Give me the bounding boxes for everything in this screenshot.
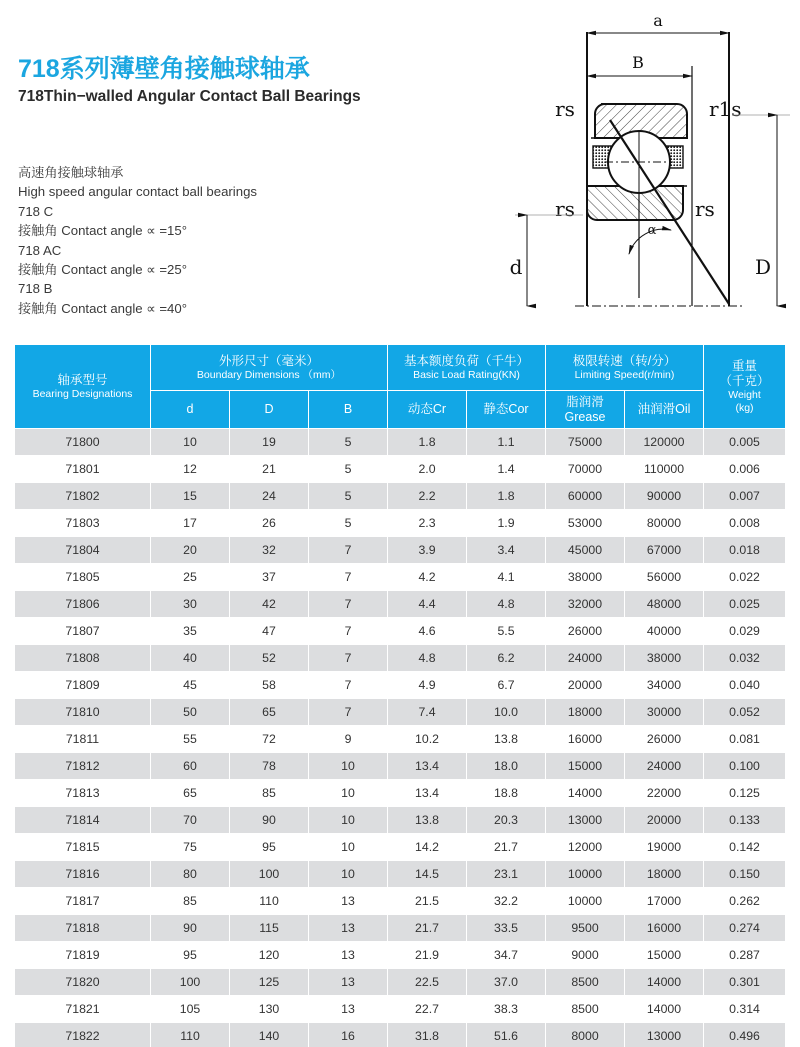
cell-d: 60 [151, 753, 230, 780]
cell-cor: 18.0 [467, 753, 546, 780]
cell-B: 10 [309, 807, 388, 834]
bearing-cross-section-drawing [505, 8, 797, 320]
cell-cr: 4.8 [388, 645, 467, 672]
table-row [15, 996, 786, 1023]
cell-cr: 4.4 [388, 591, 467, 618]
cell-oil: 56000 [625, 564, 704, 591]
cell-B: 13 [309, 996, 388, 1023]
table-header-row-group [15, 345, 786, 391]
cell-weight: 0.006 [704, 456, 786, 483]
cell-weight: 0.052 [704, 699, 786, 726]
cell-D: 21 [230, 456, 309, 483]
cell-D: 42 [230, 591, 309, 618]
col-header-grease: 脂润滑Grease [546, 391, 625, 429]
bearing-drawing-svg [505, 8, 797, 320]
cell-designation: 71816 [15, 861, 151, 888]
table-row [15, 1023, 786, 1047]
radius-label-rs-top-left: rs [555, 97, 575, 121]
cell-d: 55 [151, 726, 230, 753]
col-group-boundary-dimensions-en: Boundary Dimensions （mm） [196, 368, 342, 381]
cell-B: 7 [309, 618, 388, 645]
cell-cr: 2.3 [388, 510, 467, 537]
radius-label-r1s-top-right: r1s [709, 97, 742, 121]
cell-B: 13 [309, 969, 388, 996]
cell-B: 5 [309, 483, 388, 510]
cell-designation: 71810 [15, 699, 151, 726]
bearing-specification-table [14, 344, 786, 1047]
cell-B: 7 [309, 645, 388, 672]
cell-d: 100 [151, 969, 230, 996]
col-header-weight-en1: Weight [728, 388, 761, 401]
table-row [15, 942, 786, 969]
cell-cr: 3.9 [388, 537, 467, 564]
cell-d: 35 [151, 618, 230, 645]
cell-B: 10 [309, 861, 388, 888]
cell-designation: 71822 [15, 1023, 151, 1047]
cell-D: 85 [230, 780, 309, 807]
cell-cor: 3.4 [467, 537, 546, 564]
cell-B: 5 [309, 456, 388, 483]
cell-designation: 71815 [15, 834, 151, 861]
cell-d: 50 [151, 699, 230, 726]
cell-oil: 120000 [625, 429, 704, 456]
cell-D: 90 [230, 807, 309, 834]
cell-weight: 0.008 [704, 510, 786, 537]
cell-weight: 0.142 [704, 834, 786, 861]
cell-designation: 71805 [15, 564, 151, 591]
cell-d: 65 [151, 780, 230, 807]
radius-label-rs-bottom-left: rs [555, 197, 575, 221]
cell-cr: 7.4 [388, 699, 467, 726]
cell-cr: 13.8 [388, 807, 467, 834]
cell-weight: 0.025 [704, 591, 786, 618]
table-row [15, 807, 786, 834]
cell-cr: 13.4 [388, 753, 467, 780]
cell-designation: 71818 [15, 915, 151, 942]
cell-grease: 24000 [546, 645, 625, 672]
cell-oil: 13000 [625, 1023, 704, 1047]
cell-d: 110 [151, 1023, 230, 1047]
table-body [15, 429, 786, 1047]
cell-grease: 8500 [546, 969, 625, 996]
cell-grease: 8500 [546, 996, 625, 1023]
cell-cr: 4.9 [388, 672, 467, 699]
cell-designation: 71811 [15, 726, 151, 753]
col-header-weight-cn1: 重量 [731, 358, 757, 373]
cell-weight: 0.029 [704, 618, 786, 645]
spec-line-4: 718 AC [18, 242, 62, 258]
col-group-basic-load-rating [388, 345, 546, 391]
cell-grease: 32000 [546, 591, 625, 618]
spec-line-0: 高速角接触球轴承 [18, 165, 124, 180]
cell-weight: 0.032 [704, 645, 786, 672]
table-row [15, 456, 786, 483]
cell-d: 95 [151, 942, 230, 969]
cell-cor: 4.1 [467, 564, 546, 591]
cell-B: 16 [309, 1023, 388, 1047]
cell-B: 13 [309, 888, 388, 915]
cell-designation: 71813 [15, 780, 151, 807]
cell-grease: 53000 [546, 510, 625, 537]
cell-designation: 71804 [15, 537, 151, 564]
cell-cor: 10.0 [467, 699, 546, 726]
cell-B: 7 [309, 672, 388, 699]
cell-d: 17 [151, 510, 230, 537]
page-title [18, 54, 488, 106]
cell-designation: 71817 [15, 888, 151, 915]
cell-weight: 0.040 [704, 672, 786, 699]
cell-designation: 71814 [15, 807, 151, 834]
cell-grease: 8000 [546, 1023, 625, 1047]
cell-weight: 0.150 [704, 861, 786, 888]
cell-cor: 1.1 [467, 429, 546, 456]
cell-oil: 18000 [625, 861, 704, 888]
cell-D: 72 [230, 726, 309, 753]
cell-grease: 60000 [546, 483, 625, 510]
cell-designation: 71802 [15, 483, 151, 510]
spec-line-7: 接触角 Contact angle ∝ =40° [18, 300, 187, 316]
table-row [15, 672, 786, 699]
col-header-weight-cn2: （千克） [719, 373, 770, 388]
cell-oil: 16000 [625, 915, 704, 942]
cell-d: 75 [151, 834, 230, 861]
cell-oil: 80000 [625, 510, 704, 537]
page-title-cn: 718系列薄壁角接触球轴承 [18, 55, 310, 83]
cell-cor: 32.2 [467, 888, 546, 915]
col-group-boundary-dimensions [151, 345, 388, 391]
col-header-bearing-designations-en: Bearing Designations [32, 387, 133, 400]
table-row [15, 510, 786, 537]
col-group-basic-load-rating-cn: 基本额度负荷（千牛） [403, 353, 529, 368]
cell-oil: 24000 [625, 753, 704, 780]
cell-d: 80 [151, 861, 230, 888]
table-row [15, 861, 786, 888]
cell-designation: 71819 [15, 942, 151, 969]
dimension-label-D: D [754, 255, 772, 279]
cell-d: 45 [151, 672, 230, 699]
cell-cr: 14.5 [388, 861, 467, 888]
cell-grease: 38000 [546, 564, 625, 591]
cell-designation: 71803 [15, 510, 151, 537]
cell-weight: 0.262 [704, 888, 786, 915]
cell-oil: 48000 [625, 591, 704, 618]
cell-cr: 22.7 [388, 996, 467, 1023]
spec-line-3: 接触角 Contact angle ∝ =15° [18, 223, 187, 239]
cell-oil: 14000 [625, 996, 704, 1023]
cell-D: 110 [230, 888, 309, 915]
cell-weight: 0.133 [704, 807, 786, 834]
cell-weight: 0.301 [704, 969, 786, 996]
cell-B: 13 [309, 942, 388, 969]
cell-oil: 20000 [625, 807, 704, 834]
cell-B: 7 [309, 591, 388, 618]
cell-grease: 75000 [546, 429, 625, 456]
cell-D: 65 [230, 699, 309, 726]
table-row [15, 618, 786, 645]
table-row [15, 429, 786, 456]
cell-oil: 17000 [625, 888, 704, 915]
cell-d: 70 [151, 807, 230, 834]
cell-grease: 20000 [546, 672, 625, 699]
cell-cr: 4.6 [388, 618, 467, 645]
cell-d: 105 [151, 996, 230, 1023]
cell-oil: 67000 [625, 537, 704, 564]
cell-B: 13 [309, 915, 388, 942]
cell-B: 5 [309, 510, 388, 537]
bearing-specification-table-wrap [14, 344, 786, 1047]
cell-D: 37 [230, 564, 309, 591]
table-row [15, 591, 786, 618]
cell-cr: 4.2 [388, 564, 467, 591]
cell-oil: 40000 [625, 618, 704, 645]
cell-weight: 0.125 [704, 780, 786, 807]
cell-D: 26 [230, 510, 309, 537]
cell-D: 130 [230, 996, 309, 1023]
contact-angle-label: α [647, 223, 657, 238]
cell-cor: 33.5 [467, 915, 546, 942]
col-group-basic-load-rating-en: Basic Load Rating(KN) [413, 368, 520, 381]
cell-weight: 0.018 [704, 537, 786, 564]
specification-list [18, 163, 257, 318]
cell-cr: 14.2 [388, 834, 467, 861]
cell-designation: 71800 [15, 429, 151, 456]
cell-weight: 0.496 [704, 1023, 786, 1047]
cell-cor: 13.8 [467, 726, 546, 753]
cell-cor: 1.9 [467, 510, 546, 537]
cell-B: 5 [309, 429, 388, 456]
cell-oil: 38000 [625, 645, 704, 672]
cell-d: 85 [151, 888, 230, 915]
cell-cr: 2.2 [388, 483, 467, 510]
cell-weight: 0.081 [704, 726, 786, 753]
cell-D: 95 [230, 834, 309, 861]
cell-oil: 22000 [625, 780, 704, 807]
cell-oil: 14000 [625, 969, 704, 996]
cell-oil: 19000 [625, 834, 704, 861]
cell-grease: 9500 [546, 915, 625, 942]
cell-cr: 21.5 [388, 888, 467, 915]
cell-D: 47 [230, 618, 309, 645]
cell-weight: 0.287 [704, 942, 786, 969]
cell-designation: 71806 [15, 591, 151, 618]
cell-cr: 10.2 [388, 726, 467, 753]
cell-oil: 26000 [625, 726, 704, 753]
col-header-weight-en2: (kg) [735, 401, 754, 414]
cell-cr: 21.7 [388, 915, 467, 942]
cell-designation: 71801 [15, 456, 151, 483]
cell-oil: 110000 [625, 456, 704, 483]
cell-weight: 0.022 [704, 564, 786, 591]
cell-weight: 0.005 [704, 429, 786, 456]
cell-cr: 31.8 [388, 1023, 467, 1047]
cell-designation: 71820 [15, 969, 151, 996]
cell-grease: 15000 [546, 753, 625, 780]
cell-d: 20 [151, 537, 230, 564]
cell-designation: 71807 [15, 618, 151, 645]
cell-weight: 0.274 [704, 915, 786, 942]
spec-line-1: High speed angular contact ball bearings [18, 184, 257, 200]
cell-weight: 0.314 [704, 996, 786, 1023]
radius-label-rs-bottom-right: rs [695, 197, 715, 221]
table-row [15, 753, 786, 780]
col-header-bearing-designations-cn: 轴承型号 [57, 372, 108, 387]
cell-grease: 14000 [546, 780, 625, 807]
cell-grease: 18000 [546, 699, 625, 726]
cell-D: 78 [230, 753, 309, 780]
cell-cor: 51.6 [467, 1023, 546, 1047]
cell-cor: 18.8 [467, 780, 546, 807]
cell-D: 115 [230, 915, 309, 942]
cell-d: 10 [151, 429, 230, 456]
cell-cor: 1.4 [467, 456, 546, 483]
cell-D: 100 [230, 861, 309, 888]
cell-grease: 70000 [546, 456, 625, 483]
col-header-d: d [151, 391, 230, 429]
cell-designation: 71812 [15, 753, 151, 780]
cell-grease: 10000 [546, 861, 625, 888]
table-row [15, 915, 786, 942]
cell-oil: 90000 [625, 483, 704, 510]
table-row [15, 645, 786, 672]
cell-grease: 13000 [546, 807, 625, 834]
col-group-boundary-dimensions-cn: 外形尺寸（毫米） [218, 353, 319, 368]
cell-cor: 38.3 [467, 996, 546, 1023]
cell-B: 10 [309, 753, 388, 780]
cell-B: 7 [309, 699, 388, 726]
cell-D: 140 [230, 1023, 309, 1047]
spec-line-5: 接触角 Contact angle ∝ =25° [18, 262, 187, 278]
cell-cr: 1.8 [388, 429, 467, 456]
cell-d: 90 [151, 915, 230, 942]
cell-cor: 23.1 [467, 861, 546, 888]
col-group-limiting-speed-cn: 极限转速（转/分） [572, 353, 677, 368]
cell-designation: 71808 [15, 645, 151, 672]
cell-d: 40 [151, 645, 230, 672]
cell-oil: 30000 [625, 699, 704, 726]
cell-B: 10 [309, 780, 388, 807]
cell-weight: 0.007 [704, 483, 786, 510]
cell-D: 24 [230, 483, 309, 510]
table-row [15, 483, 786, 510]
cell-B: 9 [309, 726, 388, 753]
cell-d: 30 [151, 591, 230, 618]
table-row [15, 537, 786, 564]
cell-D: 52 [230, 645, 309, 672]
cell-grease: 9000 [546, 942, 625, 969]
cell-cor: 34.7 [467, 942, 546, 969]
col-header-cor: 静态Cor [467, 391, 546, 429]
cell-oil: 34000 [625, 672, 704, 699]
cell-grease: 45000 [546, 537, 625, 564]
table-row [15, 726, 786, 753]
cell-B: 7 [309, 537, 388, 564]
col-header-weight [704, 345, 786, 429]
cell-D: 32 [230, 537, 309, 564]
cell-grease: 26000 [546, 618, 625, 645]
cell-cr: 2.0 [388, 456, 467, 483]
cell-cor: 6.7 [467, 672, 546, 699]
cell-cor: 5.5 [467, 618, 546, 645]
cell-cr: 21.9 [388, 942, 467, 969]
cell-cr: 13.4 [388, 780, 467, 807]
cell-D: 19 [230, 429, 309, 456]
cell-cor: 1.8 [467, 483, 546, 510]
cell-designation: 71821 [15, 996, 151, 1023]
cell-grease: 12000 [546, 834, 625, 861]
table-row [15, 699, 786, 726]
cell-cor: 37.0 [467, 969, 546, 996]
cell-designation: 71809 [15, 672, 151, 699]
cell-d: 15 [151, 483, 230, 510]
cell-cor: 20.3 [467, 807, 546, 834]
table-row [15, 969, 786, 996]
col-header-bearing-designations [15, 345, 151, 429]
cell-D: 58 [230, 672, 309, 699]
cell-cor: 4.8 [467, 591, 546, 618]
spec-line-6: 718 B [18, 281, 53, 297]
cell-grease: 10000 [546, 888, 625, 915]
dimension-label-d: d [509, 255, 523, 279]
col-group-limiting-speed-en: Limiting Speed(r/min) [574, 368, 675, 381]
col-group-limiting-speed [546, 345, 704, 391]
cell-cor: 21.7 [467, 834, 546, 861]
col-header-B: B [309, 391, 388, 429]
table-head [15, 345, 786, 429]
dimension-label-B: B [632, 53, 644, 72]
dimension-label-a: a [653, 11, 663, 30]
spec-line-2: 718 C [18, 203, 54, 219]
col-header-D: D [230, 391, 309, 429]
col-header-cr: 动态Cr [388, 391, 467, 429]
col-header-oil: 油润滑Oil [625, 391, 704, 429]
cell-oil: 15000 [625, 942, 704, 969]
cell-cr: 22.5 [388, 969, 467, 996]
cell-d: 25 [151, 564, 230, 591]
table-row [15, 834, 786, 861]
cell-cor: 6.2 [467, 645, 546, 672]
cell-D: 125 [230, 969, 309, 996]
cell-B: 10 [309, 834, 388, 861]
table-row [15, 564, 786, 591]
cell-D: 120 [230, 942, 309, 969]
cell-weight: 0.100 [704, 753, 786, 780]
cell-d: 12 [151, 456, 230, 483]
cell-grease: 16000 [546, 726, 625, 753]
cell-B: 7 [309, 564, 388, 591]
table-row [15, 888, 786, 915]
header-zone [0, 0, 800, 330]
table-row [15, 780, 786, 807]
page-title-en: 718Thin−walled Angular Contact Ball Bearings [18, 88, 361, 105]
